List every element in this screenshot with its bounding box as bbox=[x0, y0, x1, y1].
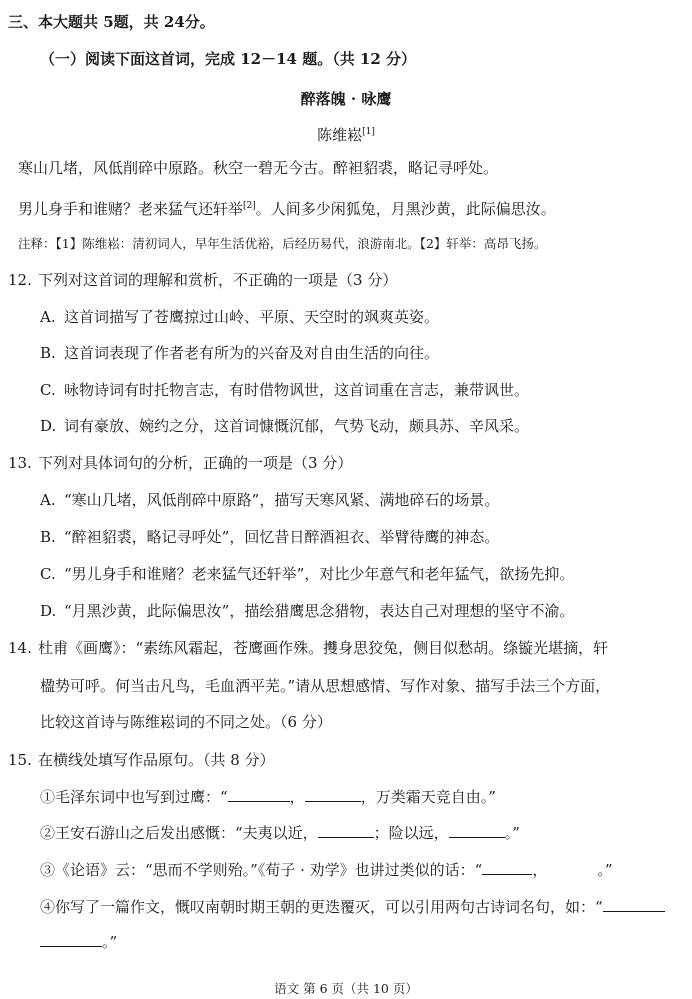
q13-number: 13. bbox=[8, 454, 32, 472]
option-label: A. bbox=[40, 308, 56, 326]
option-label: B. bbox=[40, 528, 56, 546]
answer-blank[interactable] bbox=[482, 860, 532, 875]
option-label: D. bbox=[40, 417, 57, 435]
answer-blank[interactable] bbox=[318, 823, 374, 838]
item-text: ④你写了一篇作文，慨叹南朝时期王朝的更迭覆灭，可以引用两句古诗词名句，如：“ bbox=[40, 898, 603, 916]
poem-line-2-part-b: 。人间多少闲狐兔，月黑沙黄，此际偏思汝。 bbox=[255, 200, 556, 218]
q15-item-4-cont bbox=[40, 932, 117, 952]
item-text: ， bbox=[289, 788, 305, 806]
q15-number: 15. bbox=[8, 751, 32, 769]
option-text: 咏物诗词有时托物言志，有时借物讽世，这首词重在言志，兼带讽世。 bbox=[64, 381, 530, 399]
q15-stem-text: 在横线处填写作品原句。（共 8 分） bbox=[38, 751, 275, 769]
option-label: B. bbox=[40, 344, 56, 362]
q12-stem-text: 下列对这首词的理解和赏析，不正确的一项是（3 分） bbox=[38, 271, 398, 289]
answer-blank[interactable] bbox=[228, 787, 290, 802]
q12-option-c bbox=[40, 380, 529, 400]
option-label: C. bbox=[40, 381, 56, 399]
q13-stem-text: 下列对具体词句的分析，正确的一项是（3 分） bbox=[38, 454, 353, 472]
item-text: ，万类霜天竞自由。” bbox=[360, 788, 496, 806]
poem-line-1: 寒山几堵，风低削碎中原路。秋空一碧无今古。醉袒貂裘，略记寻呼处。 bbox=[18, 159, 499, 177]
item-text: 。” bbox=[504, 824, 520, 842]
page-footer: 语文 第 6 页（共 10 页） bbox=[274, 981, 418, 996]
q14-line-3: 比较这首诗与陈维崧词的不同之处。（6 分） bbox=[40, 713, 332, 731]
q15-item-3 bbox=[40, 860, 613, 880]
section-subheading: （一）阅读下面这首词，完成 12－14 题。（共 12 分） bbox=[40, 50, 417, 68]
q13-option-a bbox=[40, 490, 499, 510]
item-text: 。” bbox=[597, 861, 613, 879]
q12-number: 12. bbox=[8, 271, 32, 289]
author-name: 陈维崧 bbox=[317, 126, 363, 144]
item-text: ①毛泽东词中也写到过鹰：“ bbox=[40, 788, 228, 806]
option-text: 这首词表现了作者老有所为的兴奋及对自由生活的向往。 bbox=[64, 344, 440, 362]
item-text: ②王安石游山之后发出感慨：“夫夷以近， bbox=[40, 824, 318, 842]
option-text: “月黑沙黄，此际偏思汝”，描绘猎鹰思念猎物，表达自己对理想的坚守不渝。 bbox=[64, 602, 575, 620]
q13-option-d bbox=[40, 601, 574, 621]
q13-stem bbox=[8, 453, 352, 473]
option-label: A. bbox=[40, 491, 56, 509]
poem-line-2-part-a: 男儿身手和谁赌？老来猛气还轩举 bbox=[18, 200, 244, 218]
item-text: 。” bbox=[102, 933, 118, 951]
q12-option-b bbox=[40, 343, 439, 363]
q12-option-d bbox=[40, 416, 529, 436]
option-label: C. bbox=[40, 565, 56, 583]
author-note-mark: [1] bbox=[362, 127, 375, 137]
option-text: 词有豪放、婉约之分，这首词慷慨沉郁，气势飞动，颇具苏、辛风采。 bbox=[64, 417, 530, 435]
item-text: ， bbox=[532, 861, 548, 879]
poem-title: 醉落魄 · 咏鹰 bbox=[300, 90, 392, 108]
poem-line-2 bbox=[18, 196, 556, 219]
q14-text-1: 杜甫《画鹰》：“素练风霜起，苍鹰画作殊。㩳身思狡兔，侧目似愁胡。绦镟光堪摘，轩 bbox=[38, 639, 609, 657]
item-text: ③《论语》云：“思而不学则殆。”《荀子 · 劝学》也讲过类似的话：“ bbox=[40, 861, 483, 879]
q12-stem bbox=[8, 270, 397, 290]
answer-blank[interactable] bbox=[40, 932, 102, 947]
option-label: D. bbox=[40, 602, 57, 620]
q13-option-c bbox=[40, 564, 574, 584]
poem-annotation: 注释：【1】陈维崧：清初词人，早年生活优裕，后经历易代，浪游南北。【2】轩举：高昂飞扬。 bbox=[18, 236, 547, 251]
section-heading: 三、本大题共 5题，共 24分。 bbox=[8, 13, 215, 31]
answer-blank[interactable] bbox=[305, 787, 361, 802]
item-text: ；险以远， bbox=[373, 824, 449, 842]
line2-note-mark: [2] bbox=[243, 201, 256, 211]
q15-item-1 bbox=[40, 787, 496, 807]
q15-stem bbox=[8, 750, 275, 770]
q12-option-a bbox=[40, 307, 439, 327]
q14-number: 14. bbox=[8, 639, 32, 657]
option-text: “醉袒貂裘，略记寻呼处”，回忆昔日醉酒袒衣、举臂待鹰的神态。 bbox=[64, 528, 500, 546]
q15-item-4 bbox=[40, 897, 665, 917]
answer-blank[interactable] bbox=[547, 860, 597, 875]
option-text: “男儿身手和谁赌？老来猛气还轩举”，对比少年意气和老年猛气，欲扬先抑。 bbox=[64, 565, 575, 583]
q15-item-2 bbox=[40, 823, 520, 843]
answer-blank[interactable] bbox=[449, 823, 505, 838]
answer-blank[interactable] bbox=[603, 897, 665, 912]
q14-line-2: 楹势可呼。何当击凡鸟，毛血洒平芜。”请从思想感情、写作对象、描写手法三个方面， bbox=[40, 677, 611, 695]
poem-author bbox=[0, 122, 692, 145]
q14-line-1 bbox=[8, 638, 608, 658]
q13-option-b bbox=[40, 527, 499, 547]
option-text: 这首词描写了苍鹰掠过山岭、平原、天空时的飒爽英姿。 bbox=[64, 308, 440, 326]
option-text: “寒山几堵，风低削碎中原路”，描写天寒风紧、满地碎石的场景。 bbox=[64, 491, 500, 509]
